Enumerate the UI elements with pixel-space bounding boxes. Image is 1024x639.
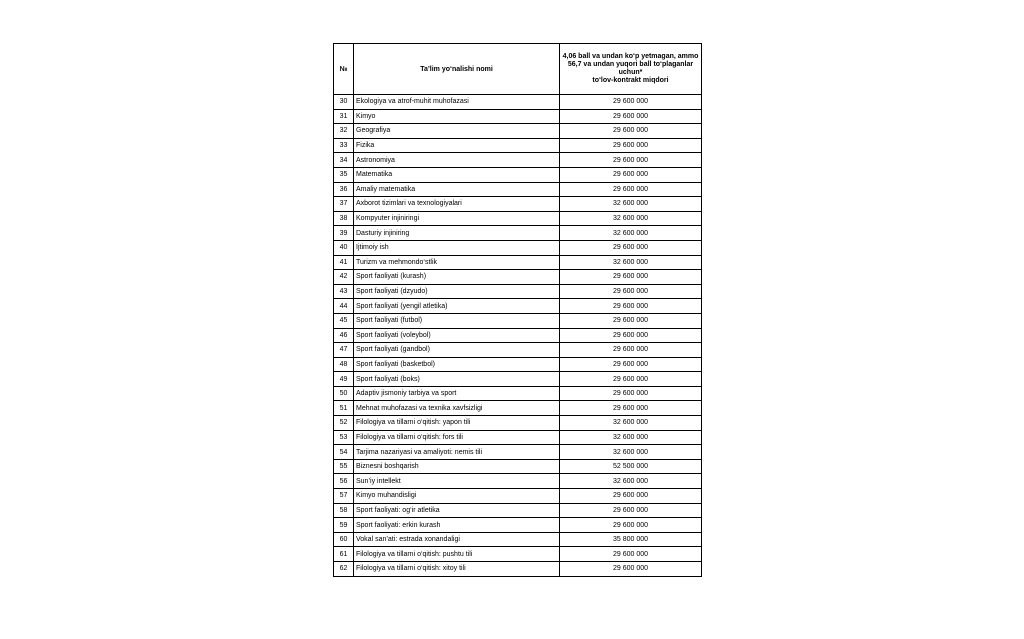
row-amount: 29 600 000 — [560, 153, 702, 168]
row-number: 57 — [334, 489, 354, 504]
table-row — [334, 401, 702, 416]
row-program-name: Vokal san’ati: estrada xonandaligi — [354, 532, 560, 547]
row-program-name: Sport faoliyati (kurash) — [354, 270, 560, 285]
row-number: 34 — [334, 153, 354, 168]
row-program-name: Tarjima nazariyasi va amaliyoti: nemis tili — [354, 445, 560, 460]
row-program-name: Kimyo — [354, 109, 560, 124]
row-program-name: Biznesni boshqarish — [354, 459, 560, 474]
row-program-name: Astronomiya — [354, 153, 560, 168]
header-amount-title: to‘lov-kontrakt miqdori — [592, 77, 669, 85]
row-number: 41 — [334, 255, 354, 270]
row-number: 31 — [334, 109, 354, 124]
table-row — [334, 474, 702, 489]
row-amount: 35 800 000 — [560, 532, 702, 547]
row-number: 53 — [334, 430, 354, 445]
row-number: 39 — [334, 226, 354, 241]
row-amount: 29 600 000 — [560, 343, 702, 358]
table-row — [334, 197, 702, 212]
row-number: 47 — [334, 343, 354, 358]
table-body — [334, 95, 702, 577]
row-amount: 29 600 000 — [560, 270, 702, 285]
row-amount: 32 600 000 — [560, 416, 702, 431]
row-program-name: Filologiya va tillarni o‘qitish: yapon tili — [354, 416, 560, 431]
row-program-name: Geografiya — [354, 124, 560, 139]
header-number: № — [334, 44, 354, 95]
row-amount: 29 600 000 — [560, 547, 702, 562]
row-amount: 29 600 000 — [560, 109, 702, 124]
row-number: 38 — [334, 211, 354, 226]
table-row — [334, 372, 702, 387]
table-row — [334, 532, 702, 547]
row-amount: 29 600 000 — [560, 489, 702, 504]
row-program-name: Ekologiya va atrof-muhit muhofazasi — [354, 95, 560, 110]
row-program-name: Kompyuter injiniringi — [354, 211, 560, 226]
row-number: 50 — [334, 386, 354, 401]
row-number: 56 — [334, 474, 354, 489]
row-amount: 29 600 000 — [560, 401, 702, 416]
row-amount: 32 600 000 — [560, 474, 702, 489]
table-header-row — [334, 44, 702, 95]
header-amount — [560, 44, 702, 95]
row-number: 60 — [334, 532, 354, 547]
row-number: 54 — [334, 445, 354, 460]
table-row — [334, 284, 702, 299]
row-amount: 52 500 000 — [560, 459, 702, 474]
row-number: 58 — [334, 503, 354, 518]
row-number: 30 — [334, 95, 354, 110]
row-program-name: Ijtimoiy ish — [354, 240, 560, 255]
table-row — [334, 226, 702, 241]
table-row — [334, 270, 702, 285]
table-row — [334, 503, 702, 518]
table-row — [334, 547, 702, 562]
row-program-name: Kimyo muhandisligi — [354, 489, 560, 504]
table-row — [334, 211, 702, 226]
row-number: 49 — [334, 372, 354, 387]
row-program-name: Mehnat muhofazasi va texnika xavfsizligi — [354, 401, 560, 416]
row-amount: 29 600 000 — [560, 240, 702, 255]
row-number: 51 — [334, 401, 354, 416]
row-number: 45 — [334, 313, 354, 328]
row-number: 35 — [334, 167, 354, 182]
header-program-name: Ta’lim yo‘nalishi nomi — [354, 44, 560, 95]
row-program-name: Sport faoliyati (boks) — [354, 372, 560, 387]
row-number: 32 — [334, 124, 354, 139]
row-number: 61 — [334, 547, 354, 562]
row-amount: 29 600 000 — [560, 299, 702, 314]
row-program-name: Sport faoliyati: og‘ir atletika — [354, 503, 560, 518]
row-program-name: Adaptiv jismoniy tarbiya va sport — [354, 386, 560, 401]
row-number: 40 — [334, 240, 354, 255]
table-row — [334, 240, 702, 255]
table-row — [334, 386, 702, 401]
table-row — [334, 109, 702, 124]
row-program-name: Filologiya va tillarni o‘qitish: xitoy tili — [354, 562, 560, 577]
row-program-name: Filologiya va tillarni o‘qitish: pushtu tili — [354, 547, 560, 562]
row-program-name: Sport faoliyati (dzyudo) — [354, 284, 560, 299]
row-amount: 29 600 000 — [560, 328, 702, 343]
table-row — [334, 489, 702, 504]
row-number: 33 — [334, 138, 354, 153]
row-amount: 29 600 000 — [560, 503, 702, 518]
row-amount: 29 600 000 — [560, 138, 702, 153]
table-row — [334, 459, 702, 474]
table-row — [334, 299, 702, 314]
row-program-name: Dasturiy injiniring — [354, 226, 560, 241]
row-amount: 29 600 000 — [560, 386, 702, 401]
row-amount: 29 600 000 — [560, 284, 702, 299]
row-number: 43 — [334, 284, 354, 299]
table-row — [334, 153, 702, 168]
row-program-name: Sport faoliyati (yengil atletika) — [354, 299, 560, 314]
row-amount: 29 600 000 — [560, 357, 702, 372]
row-program-name: Filologiya va tillarni o‘qitish: fors tili — [354, 430, 560, 445]
row-program-name: Sport faoliyati (gandbol) — [354, 343, 560, 358]
row-amount: 29 600 000 — [560, 95, 702, 110]
row-number: 48 — [334, 357, 354, 372]
row-amount: 32 600 000 — [560, 445, 702, 460]
row-program-name: Turizm va mehmondo‘stlik — [354, 255, 560, 270]
row-program-name: Sport faoliyati: erkin kurash — [354, 518, 560, 533]
table-row — [334, 182, 702, 197]
row-amount: 32 600 000 — [560, 430, 702, 445]
table-row — [334, 562, 702, 577]
row-amount: 32 600 000 — [560, 197, 702, 212]
row-program-name: Sun’iy intellekt — [354, 474, 560, 489]
table-row — [334, 255, 702, 270]
table-row — [334, 445, 702, 460]
row-number: 36 — [334, 182, 354, 197]
table-row — [334, 357, 702, 372]
row-amount: 29 600 000 — [560, 182, 702, 197]
row-program-name: Sport faoliyati (futbol) — [354, 313, 560, 328]
row-number: 44 — [334, 299, 354, 314]
table-row — [334, 124, 702, 139]
row-number: 55 — [334, 459, 354, 474]
row-amount: 32 600 000 — [560, 255, 702, 270]
row-number: 37 — [334, 197, 354, 212]
row-program-name: Fizika — [354, 138, 560, 153]
row-amount: 32 600 000 — [560, 211, 702, 226]
table-row — [334, 167, 702, 182]
table-row — [334, 95, 702, 110]
table-row — [334, 313, 702, 328]
row-amount: 29 600 000 — [560, 518, 702, 533]
header-amount-condition: 4,06 ball va undan ko‘p yetmagan, ammo 56,7 va undan yuqori ball to‘plaganlar uchun* — [562, 52, 699, 76]
table-row — [334, 416, 702, 431]
row-number: 42 — [334, 270, 354, 285]
row-number: 62 — [334, 562, 354, 577]
row-number: 59 — [334, 518, 354, 533]
table-row — [334, 328, 702, 343]
table-row — [334, 430, 702, 445]
contract-amount-table — [333, 43, 702, 577]
table-row — [334, 343, 702, 358]
row-amount: 32 600 000 — [560, 226, 702, 241]
row-program-name: Matematika — [354, 167, 560, 182]
row-amount: 29 600 000 — [560, 313, 702, 328]
row-program-name: Sport faoliyati (voleybol) — [354, 328, 560, 343]
row-amount: 29 600 000 — [560, 167, 702, 182]
table-header — [334, 44, 702, 95]
row-number: 52 — [334, 416, 354, 431]
row-program-name: Amaliy matematika — [354, 182, 560, 197]
row-amount: 29 600 000 — [560, 372, 702, 387]
table-row — [334, 138, 702, 153]
row-number: 46 — [334, 328, 354, 343]
row-amount: 29 600 000 — [560, 562, 702, 577]
table-row — [334, 518, 702, 533]
row-program-name: Sport faoliyati (basketbol) — [354, 357, 560, 372]
row-amount: 29 600 000 — [560, 124, 702, 139]
row-program-name: Axborot tizimlari va texnologiyalari — [354, 197, 560, 212]
